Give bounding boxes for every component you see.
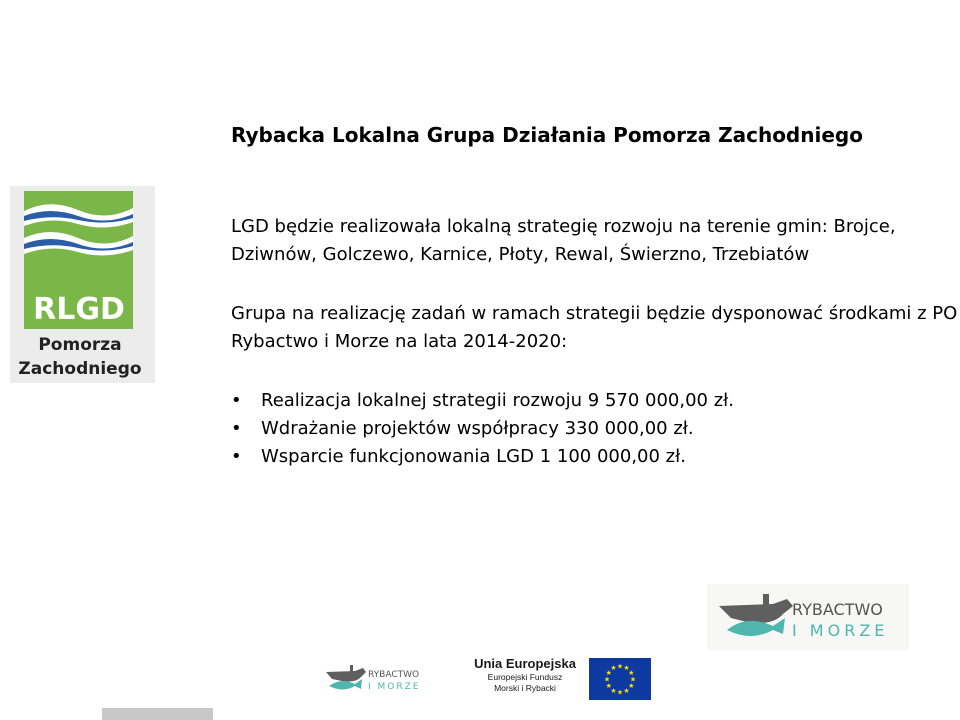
eu-star: ★ <box>603 675 611 684</box>
boat-icon <box>326 668 366 682</box>
eu-star: ★ <box>628 669 635 677</box>
rlgd-line2: Zachodniego <box>18 359 142 379</box>
intro-paragraph: LGD będzie realizowała lokalną strategię rozwoju na terenie gmin: Brojce, Dziwnów, Golczewo, Karnice, Płoty, Rewal, Świerzno, Trzebiatów <box>231 216 896 265</box>
eu-star: ★ <box>616 688 624 697</box>
eu-star: ★ <box>616 662 624 671</box>
eu-star: ★ <box>628 682 635 690</box>
rybactwo-logo-small <box>323 662 435 698</box>
funding-paragraph: Grupa na realizację zadań w ramach strategii będzie dysponować środkami z PO Rybactwo i Morze na lata 2014-2020: <box>231 303 958 352</box>
bullet-icon: • <box>231 390 242 411</box>
eu-star: ★ <box>623 664 630 673</box>
rybactwo-logo-large <box>707 584 909 650</box>
eu-logo-text <box>466 656 584 702</box>
rlgd-acronym: RLGD <box>33 292 125 327</box>
eu-sub1: Europejski Fundusz <box>487 672 563 682</box>
page-title: Rybacka Lokalna Grupa Działania Pomorza Zachodniego <box>231 123 863 147</box>
rlgd-line1: Pomorza <box>38 335 122 355</box>
morze-label: I MORZE <box>368 682 421 692</box>
eu-flag-icon <box>589 658 651 700</box>
eu-title: Unia Europejska <box>474 656 576 671</box>
funding-list <box>231 387 734 471</box>
boat-icon <box>719 599 793 623</box>
rlgd-logo <box>10 186 155 383</box>
list-item: • Realizacja lokalnej strategii rozwoju 9 570 000,00 zł. <box>231 387 734 415</box>
bullet-icon: • <box>231 418 242 439</box>
eu-sub2: Morski i Rybacki <box>494 683 556 693</box>
eu-star: ★ <box>629 675 637 684</box>
eu-star: ★ <box>610 664 617 673</box>
list-item: • Wsparcie funkcjonowania LGD 1 100 000,00 zł. <box>231 443 734 471</box>
eu-star: ★ <box>605 669 612 677</box>
footer-bar <box>102 708 213 720</box>
eu-star: ★ <box>605 682 612 690</box>
eu-star: ★ <box>610 686 617 695</box>
rybactwo-label: RYBACTWO <box>368 670 420 680</box>
bullet-icon: • <box>231 446 242 467</box>
eu-star: ★ <box>623 686 630 695</box>
rybactwo-label: RYBACTWO <box>792 600 883 619</box>
morze-label: I MORZE <box>792 621 889 640</box>
list-item: • Wdrażanie projektów współpracy 330 000,00 zł. <box>231 415 734 443</box>
